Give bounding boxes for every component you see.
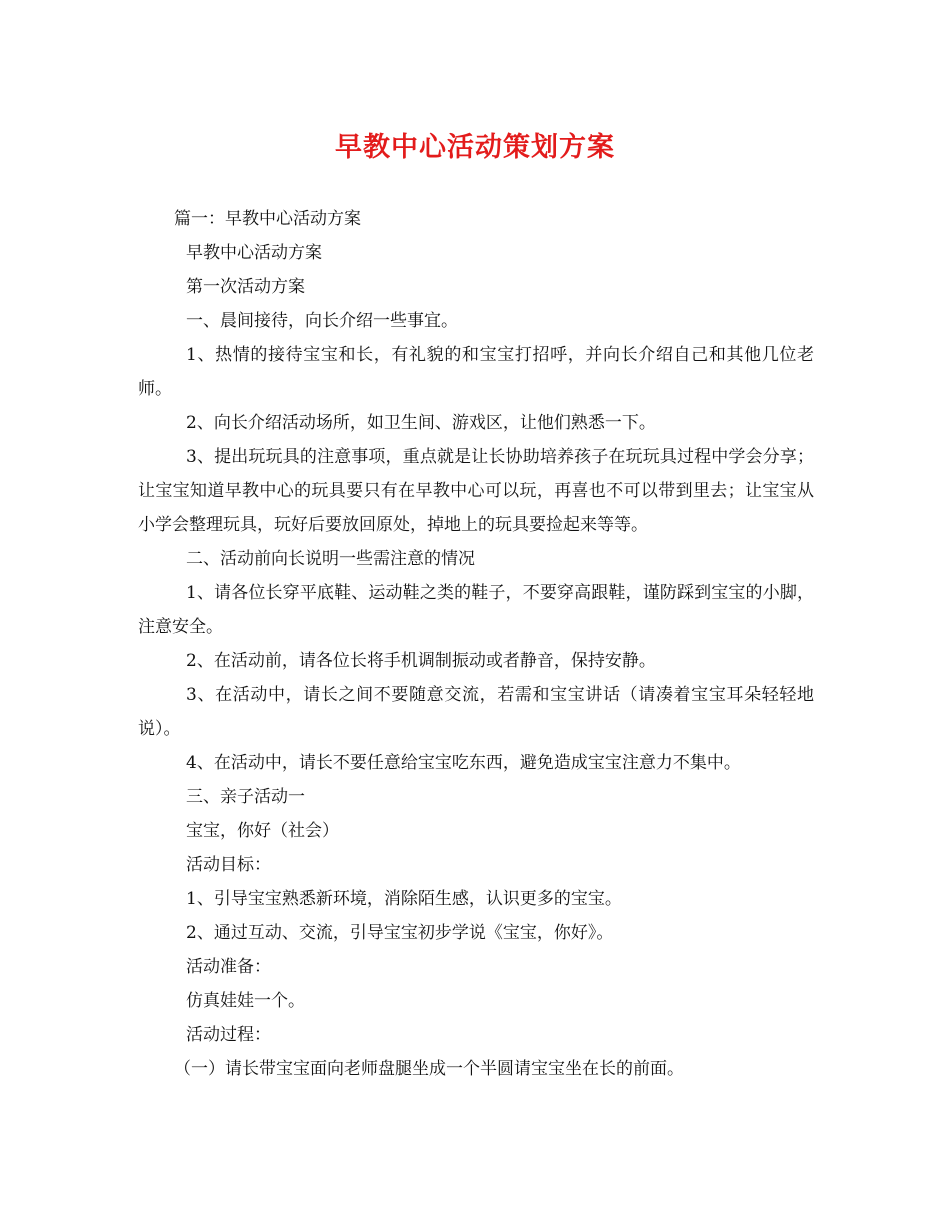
paragraph: 1、引导宝宝熟悉新环境，消除陌生感，认识更多的宝宝。 <box>186 889 622 909</box>
paragraph: 2、通过互动、交流，引导宝宝初步学说《宝宝，你好》。 <box>186 923 614 943</box>
paragraph: （一）请长带宝宝面向老师盘腿坐成一个半圆请宝宝坐在长的前面。 <box>174 1059 684 1079</box>
paragraph: 1、请各位长穿平底鞋、运动鞋之类的鞋子，不要穿高跟鞋，谨防踩到宝宝的小脚，注意安全。 <box>138 583 814 637</box>
document-body <box>138 202 814 1086</box>
paragraph: 3、在活动中，请长之间不要随意交流，若需和宝宝讲话（请凑着宝宝耳朵轻轻地说）。 <box>138 685 814 739</box>
paragraph: 篇一：早教中心活动方案 <box>174 209 361 229</box>
paragraph: 活动目标： <box>186 855 271 875</box>
paragraph: 1、热情的接待宝宝和长，有礼貌的和宝宝打招呼，并向长介绍自己和其他几位老师。 <box>138 345 814 399</box>
document-title: 早教中心活动策划方案 <box>335 132 615 163</box>
paragraph: 仿真娃娃一个。 <box>186 991 305 1011</box>
paragraph: 第一次活动方案 <box>186 277 305 297</box>
paragraph: 一、晨间接待，向长介绍一些事宜。 <box>186 311 458 331</box>
paragraph: 2、在活动前，请各位长将手机调制振动或者静音，保持安静。 <box>186 651 656 671</box>
paragraph: 二、活动前向长说明一些需注意的情况 <box>186 549 475 569</box>
paragraph: 活动过程： <box>186 1025 271 1045</box>
paragraph: 2、向长介绍活动场所，如卫生间、游戏区，让他们熟悉一下。 <box>186 413 656 433</box>
paragraph: 早教中心活动方案 <box>186 243 322 263</box>
paragraph: 4、在活动中，请长不要任意给宝宝吃东西，避免造成宝宝注意力不集中。 <box>186 753 741 773</box>
paragraph: 宝宝，你好（社会） <box>186 821 339 841</box>
paragraph: 三、亲子活动一 <box>186 787 305 807</box>
paragraph: 活动准备： <box>186 957 271 977</box>
paragraph: 3、提出玩玩具的注意事项，重点就是让长协助培养孩子在玩玩具过程中学会分享；让宝宝知道早教中心的玩具要只有在早教中心可以玩，再喜也不可以带到里去；让宝宝从小学会整理玩具，玩好后要放回原处，掉地上的玩具要捡起来等等。 <box>138 447 814 535</box>
